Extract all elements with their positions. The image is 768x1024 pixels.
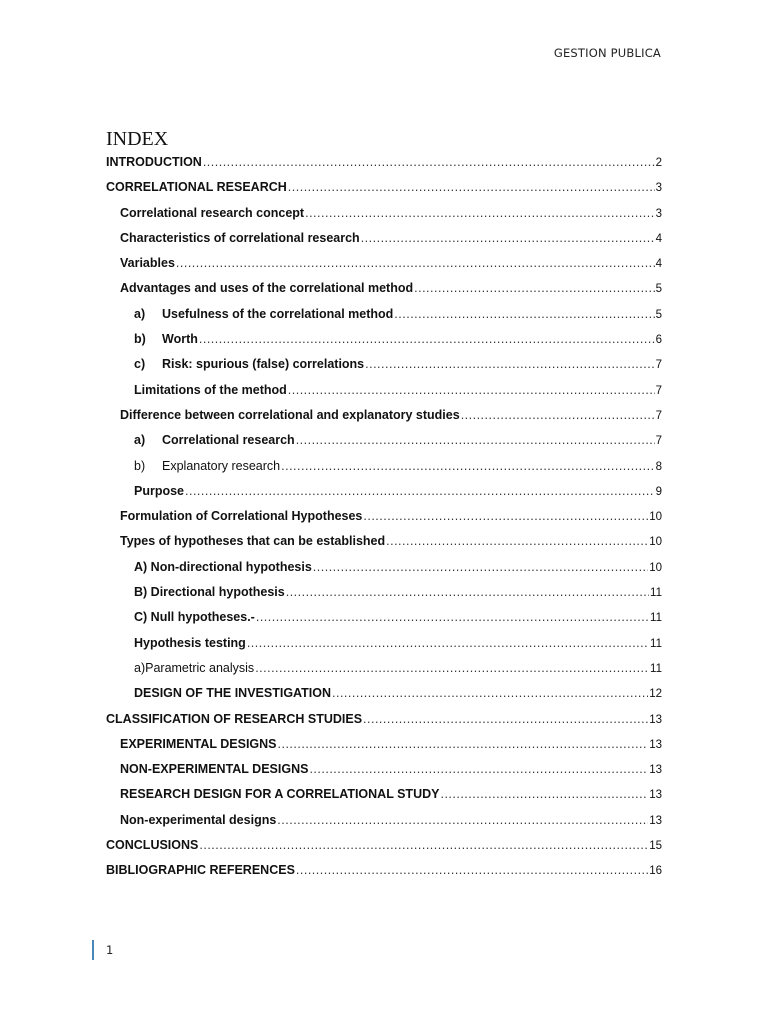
toc-dot-leader <box>185 479 655 504</box>
toc-entry-label: BIBLIOGRAPHIC REFERENCES <box>106 863 295 878</box>
toc-entry-page: 11 <box>650 612 662 625</box>
toc-entry[interactable] <box>106 276 662 301</box>
toc-entry-label: CORRELATIONAL RESEARCH <box>106 180 287 195</box>
toc-entry[interactable] <box>106 454 662 479</box>
toc-dot-leader <box>361 226 655 251</box>
toc-dot-leader <box>414 276 654 301</box>
toc-entry-label: DESIGN OF THE INVESTIGATION <box>134 686 332 701</box>
toc-entry[interactable] <box>106 757 662 782</box>
toc-entry[interactable] <box>106 555 662 580</box>
toc-entry-label: Advantages and uses of the correlational method <box>120 281 414 296</box>
toc-dot-leader <box>332 681 648 706</box>
toc-entry-page: 10 <box>649 561 662 574</box>
toc-dot-leader <box>313 555 648 580</box>
toc-entry-page: 15 <box>649 840 662 853</box>
toc-entry[interactable] <box>106 201 662 226</box>
toc-entry-page: 13 <box>649 764 662 777</box>
toc-dot-leader <box>203 150 655 175</box>
toc-dot-leader <box>256 605 649 630</box>
toc-entry-page: 11 <box>650 637 662 650</box>
toc-dot-leader <box>309 757 648 782</box>
toc-entry[interactable] <box>106 631 662 656</box>
toc-entry-label: Correlational research concept <box>120 205 305 220</box>
toc-dot-leader <box>305 201 654 226</box>
toc-entry-page: 4 <box>655 258 662 271</box>
toc-entry-page: 10 <box>649 511 662 524</box>
table-of-contents <box>106 150 662 884</box>
toc-entry-page: 6 <box>655 334 662 347</box>
toc-entry[interactable] <box>106 428 662 453</box>
toc-entry-page: 7 <box>655 384 662 397</box>
toc-dot-leader <box>386 529 648 554</box>
toc-dot-leader <box>296 428 655 453</box>
toc-entry-label: Difference between correlational and explanatory studies <box>120 407 460 422</box>
toc-entry-page: 5 <box>655 308 662 321</box>
toc-entry[interactable] <box>106 580 662 605</box>
toc-dot-leader <box>286 580 649 605</box>
toc-dot-leader <box>199 833 648 858</box>
toc-entry-page: 8 <box>655 460 662 473</box>
toc-entry-page: 4 <box>655 232 662 245</box>
toc-entry-page: 10 <box>649 536 662 549</box>
toc-entry-label: A) Non-directional hypothesis <box>134 559 312 574</box>
toc-entry[interactable] <box>106 150 662 175</box>
toc-entry-label: Characteristics of correlational research <box>120 230 360 245</box>
toc-entry-page: 13 <box>649 789 662 802</box>
toc-entry-page: 13 <box>649 814 662 827</box>
toc-entry[interactable] <box>106 302 662 327</box>
toc-entry[interactable] <box>106 504 662 529</box>
toc-dot-leader <box>363 707 648 732</box>
toc-dot-leader <box>461 403 655 428</box>
toc-entry-label: RESEARCH DESIGN FOR A CORRELATIONAL STUDY <box>120 787 440 802</box>
toc-entry[interactable] <box>106 833 662 858</box>
toc-entry[interactable] <box>106 378 662 403</box>
toc-entry-label: Hypothesis testing <box>134 635 246 650</box>
toc-entry-page: 3 <box>655 182 662 195</box>
toc-dot-leader <box>394 302 654 327</box>
toc-entry-label: NON-EXPERIMENTAL DESIGNS <box>120 762 309 777</box>
toc-entry-label: EXPERIMENTAL DESIGNS <box>120 736 277 751</box>
toc-entry-label: Usefulness of the correlational method <box>162 306 394 321</box>
toc-entry-label: B) Directional hypothesis <box>134 585 285 600</box>
toc-entry[interactable] <box>106 707 662 732</box>
toc-entry-page: 7 <box>655 435 662 448</box>
toc-dot-leader <box>288 378 655 403</box>
toc-dot-leader <box>255 656 649 681</box>
toc-entry[interactable] <box>106 858 662 883</box>
toc-entry-page: 11 <box>650 662 662 675</box>
toc-entry-page: 16 <box>649 865 662 878</box>
toc-entry-page: 12 <box>649 688 662 701</box>
toc-entry-label: a)Parametric analysis <box>134 660 255 675</box>
toc-entry-label: Risk: spurious (false) correlations <box>162 357 365 372</box>
toc-entry-label: INTRODUCTION <box>106 155 202 169</box>
toc-entry[interactable] <box>106 808 662 833</box>
toc-entry-label: CONCLUSIONS <box>106 838 199 853</box>
toc-entry[interactable] <box>106 479 662 504</box>
toc-entry-page: 9 <box>655 485 662 498</box>
toc-entry-label: CLASSIFICATION OF RESEARCH STUDIES <box>106 711 363 726</box>
toc-dot-leader <box>363 504 648 529</box>
toc-entry[interactable] <box>106 352 662 377</box>
toc-entry-page: 7 <box>655 409 662 422</box>
toc-entry-page: 5 <box>655 283 662 296</box>
toc-dot-leader <box>296 858 648 883</box>
toc-entry-page: 2 <box>655 157 662 169</box>
toc-entry-label: Formulation of Correlational Hypotheses <box>120 509 363 524</box>
toc-entry-marker: a) <box>134 306 146 321</box>
toc-entry[interactable] <box>106 656 662 681</box>
toc-entry-page: 13 <box>649 738 662 751</box>
toc-entry-page: 3 <box>655 207 662 220</box>
toc-dot-leader <box>247 631 649 656</box>
index-title: INDEX <box>106 128 169 150</box>
footer-accent-bar <box>92 940 94 960</box>
page-footer <box>92 940 113 960</box>
toc-entry-label: Purpose <box>134 483 185 498</box>
toc-entry[interactable] <box>106 403 662 428</box>
toc-dot-leader <box>288 175 655 200</box>
toc-entry-marker: c) <box>134 357 146 372</box>
toc-dot-leader <box>199 327 655 352</box>
toc-dot-leader <box>176 251 655 276</box>
toc-entry[interactable] <box>106 251 662 276</box>
toc-entry-label: Worth <box>162 332 198 347</box>
toc-entry[interactable] <box>106 529 662 554</box>
toc-dot-leader <box>278 732 649 757</box>
toc-entry-label: Explanatory research <box>162 458 281 473</box>
toc-dot-leader <box>277 808 648 833</box>
toc-entry[interactable] <box>106 681 662 706</box>
toc-entry-page: 11 <box>650 587 662 600</box>
toc-entry[interactable] <box>106 226 662 251</box>
toc-entry-page: 7 <box>655 359 662 372</box>
toc-entry-label: Non-experimental designs <box>120 812 277 827</box>
toc-entry-marker: a) <box>134 433 146 448</box>
toc-dot-leader <box>365 352 654 377</box>
toc-dot-leader <box>281 454 654 479</box>
toc-entry-label: Variables <box>120 256 175 271</box>
toc-entry-marker: b) <box>134 332 146 347</box>
toc-dot-leader <box>440 782 648 807</box>
toc-entry[interactable] <box>106 175 662 200</box>
toc-entry-label: Limitations of the method <box>134 382 287 397</box>
toc-entry[interactable] <box>106 605 662 630</box>
page-number: 1 <box>106 943 114 957</box>
toc-entry[interactable] <box>106 327 662 352</box>
toc-entry-marker: b) <box>134 458 146 473</box>
running-header: GESTION PUBLICA <box>553 46 661 60</box>
toc-entry-page: 13 <box>649 713 662 726</box>
toc-entry-label: C) Null hypotheses.- <box>134 610 255 625</box>
toc-entry[interactable] <box>106 732 662 757</box>
toc-entry-label: Types of hypotheses that can be established <box>120 534 386 549</box>
toc-entry-label: Correlational research <box>162 433 295 448</box>
toc-entry[interactable] <box>106 782 662 807</box>
